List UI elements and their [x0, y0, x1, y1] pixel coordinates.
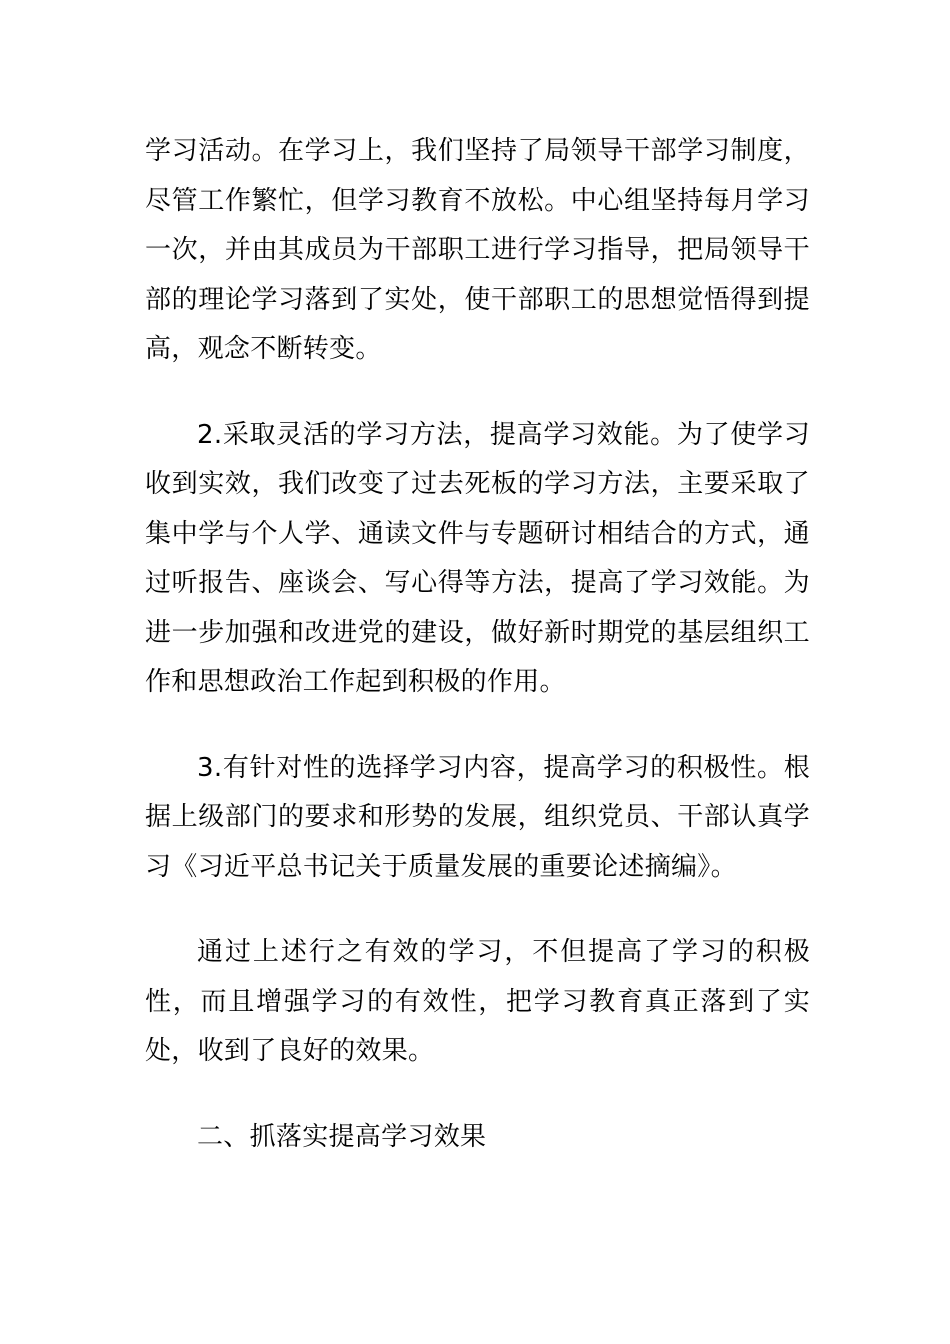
paragraph-summary: 通过上述行之有效的学习，不但提高了学习的积极性，而且增强学习的有效性，把学习教育真正落到了实处，收到了良好的效果。 — [145, 937, 810, 1066]
paragraph-targeted-content: 3.有针对性的选择学习内容，提高学习的积极性。根据上级部门的要求和形势的发展，组织党员、干部认真学习《习近平总书记关于质量发展的重要论述摘编》。 — [145, 752, 810, 882]
paragraph-flexible-methods: 2.采取灵活的学习方法，提高学习效能。为了使学习收到实效，我们改变了过去死板的学习方法，主要采取了集中学与个人学、通读文件与专题研讨相结合的方式，通过听报告、座谈会、写心得等方法，提高了学习效能。为进一步加强和改进党的建设，做好新时期党的基层组织工作和思想政治工作起到积极的作用。 — [145, 419, 810, 697]
paragraph-study-activities: 学习活动。在学习上，我们坚持了局领导干部学习制度，尽管工作繁忙，但学习教育不放松。中心组坚持每月学习一次，并由其成员为干部职工进行学习指导，把局领导干部的理论学习落到了实处，使干部职工的思想觉悟得到提高，观念不断转变。 — [145, 136, 810, 364]
document-body — [145, 127, 810, 1198]
section-heading: 二、抓落实提高学习效果 — [197, 1121, 487, 1152]
